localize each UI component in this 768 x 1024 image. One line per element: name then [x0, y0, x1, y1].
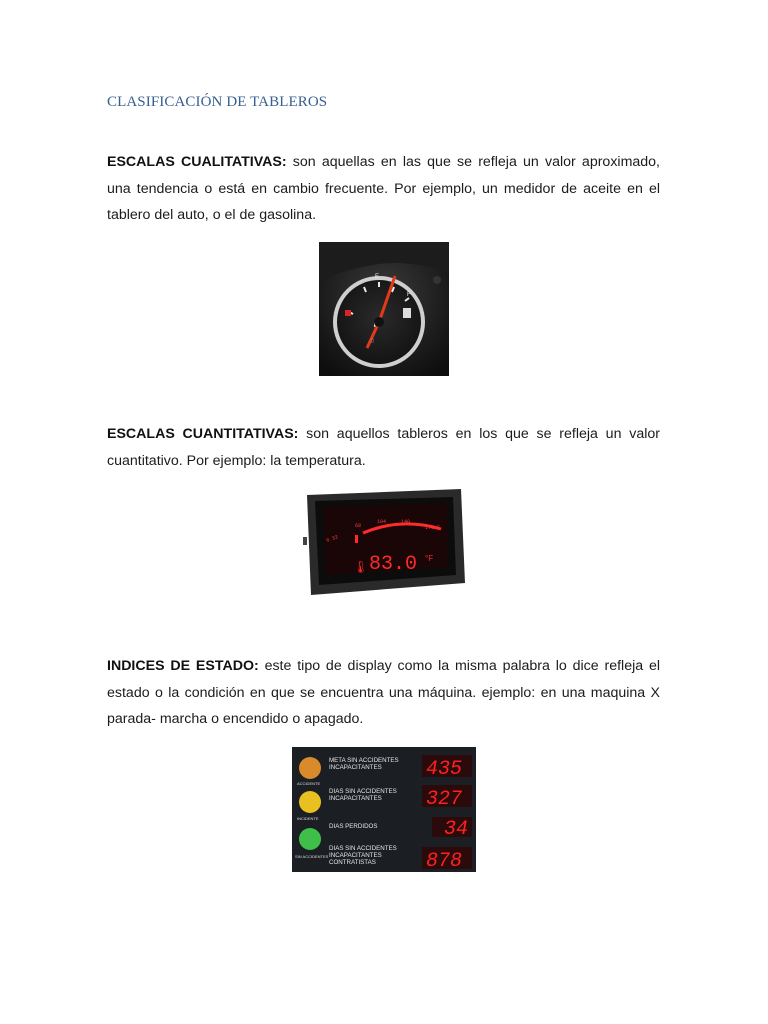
scale-tick: 0 32 [325, 534, 339, 544]
gauge-label-f: F [407, 292, 411, 298]
scale-tick: 176 F [425, 525, 441, 531]
row-text: INCAPACITANTES [329, 795, 382, 802]
row-text: DIAS PERDIDOS [329, 823, 378, 830]
counter-value: 435 [426, 758, 463, 781]
counter-value: 327 [426, 788, 463, 811]
status-light [299, 828, 321, 850]
scale-tick: 104 [377, 519, 387, 525]
fuel-gauge-image [319, 242, 449, 376]
light-label: ACCIDENTE [297, 781, 321, 786]
svg-text:▯: ▯ [371, 338, 374, 344]
section-text: son aquellos tableros en los que se refleja un valor cuantitativo. Por ejemplo: la temperatura. [107, 426, 660, 469]
gauge-label-e: E [375, 274, 380, 280]
status-light [299, 791, 321, 813]
temperature-unit: °F [425, 554, 434, 563]
section-status-index [107, 653, 660, 733]
section-heading: INDICES DE ESTADO: [107, 658, 259, 674]
row-text: DIAS SIN ACCIDENTES [329, 845, 397, 852]
section-text: son aquellas en las que se refleja un valor aproximado, una tendencia o está en cambio frecuente. Por ejemplo, un medidor de aceite en el tablero del auto, o el de gasolina. [107, 154, 660, 224]
counter-value: 878 [426, 850, 463, 872]
section-heading: ESCALAS CUANTITATIVAS: [107, 426, 299, 442]
row-text: INCAPACITANTES [329, 852, 382, 859]
row-text: DIAS SIN ACCIDENTES [329, 788, 397, 795]
light-label: INCIDENTE [297, 816, 319, 821]
row-text: META SIN ACCIDENTES [329, 757, 399, 764]
scale-tick: 140 [401, 519, 411, 525]
row-text: CONTRATISTAS [329, 859, 376, 866]
scale-tick: 68 [355, 523, 362, 529]
thermometer-image [301, 487, 467, 598]
section-heading: ESCALAS CUALITATIVAS: [107, 154, 287, 170]
counter-value: 34 [444, 818, 469, 841]
section-text: este tipo de display como la misma palabra lo dice refleja el estado o la condición en que se encuentra una máquina. ejemplo: en una maquina X parada- marcha o encendido o apagado. [107, 658, 661, 728]
page-title: CLASIFICACIÓN DE TABLEROS [107, 94, 328, 110]
section-qualitative [107, 149, 660, 229]
section-quantitative [107, 421, 660, 474]
light-label: SIN ACCIDENTES [295, 854, 329, 859]
row-text: INCAPACITANTES [329, 764, 382, 771]
temperature-reading: 83.0 [369, 553, 418, 576]
safety-board-image [292, 747, 476, 872]
svg-text:🌡: 🌡 [353, 560, 369, 574]
status-light [299, 757, 321, 779]
